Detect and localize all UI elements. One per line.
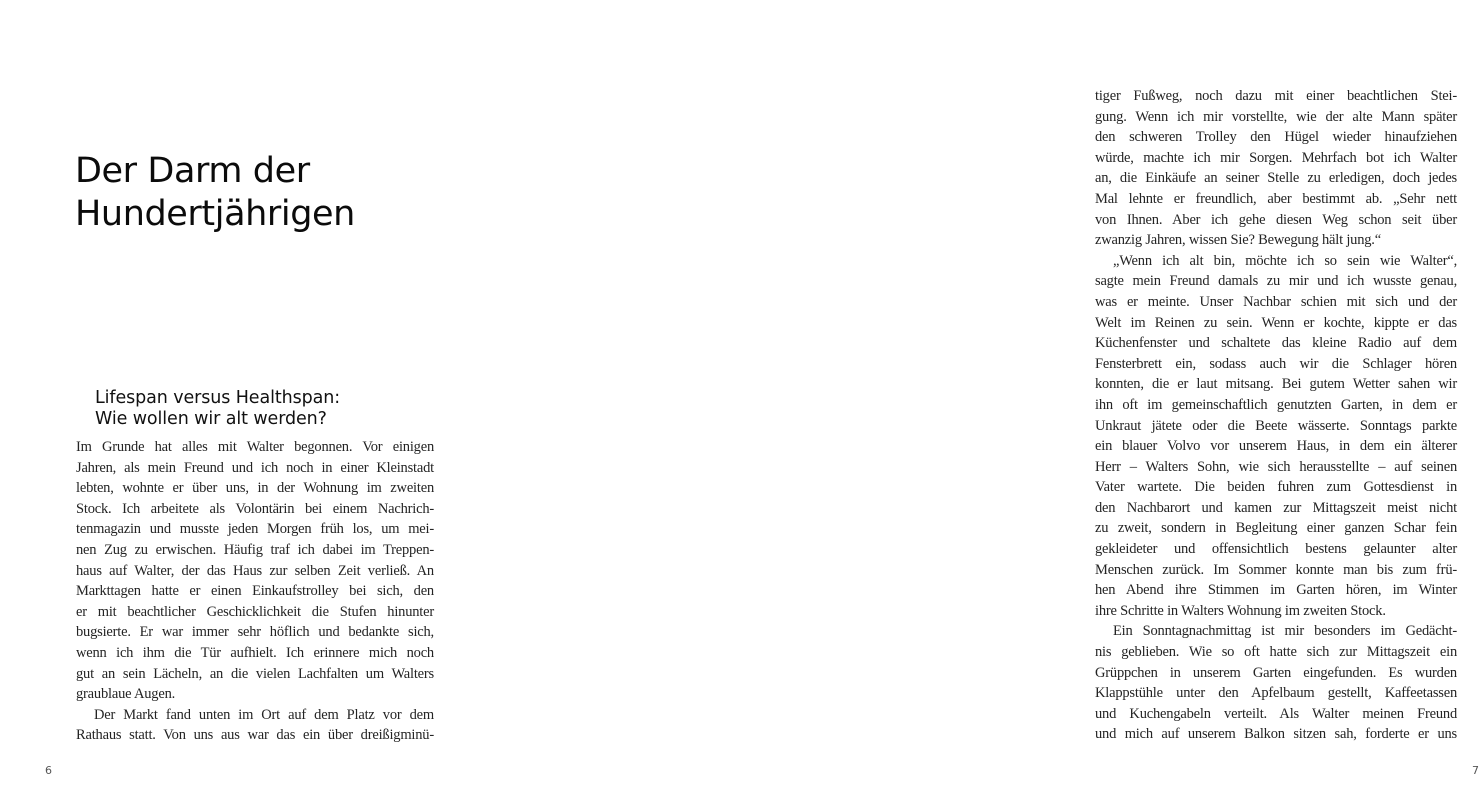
left-page: [0, 0, 510, 812]
body-text-line: würde, machte ich mir Sorgen. Mehrfach bot ich Walter: [1095, 149, 1457, 166]
body-text-line: haus auf Walter, der das Haus zur selben Zeit verließ. An: [76, 562, 434, 579]
body-text-line: Welt im Reinen zu sein. Wenn er kochte, kippte er das: [1095, 314, 1457, 331]
body-text-line: zwanzig Jahren, wissen Sie? Bewegung hält jung.“: [1095, 232, 1381, 249]
body-text-line: Rathaus statt. Von uns aus war das ein über dreißigminü-: [76, 727, 434, 744]
body-text-line: wenn ich ihm die Tür aufhielt. Ich erinnere mich noch: [76, 644, 434, 661]
body-text-line: was er meinte. Unser Nachbar schien mit sich und der: [1095, 293, 1457, 310]
body-text-line: ein blauer Volvo vor unserem Haus, in dem ein älterer: [1095, 438, 1457, 455]
right-page: [510, 0, 1479, 812]
body-text-line: Klappstühle unter den Apfelbaum gestellt, Kaffeetassen: [1095, 685, 1457, 702]
page-number-right: 7: [1472, 764, 1479, 777]
body-text-line: den Nachbarort und kamen zur Mittagszeit meist nicht: [1095, 499, 1457, 516]
body-text-line: Küchenfenster und schaltete das kleine Radio auf dem: [1095, 335, 1457, 352]
section-heading-line-2: Wie wollen wir alt werden?: [95, 409, 327, 429]
body-text-line: Markttagen hatte er einen Einkaufstrolley bei sich, den: [76, 583, 434, 600]
body-text-line: gung. Wenn ich mir vorstellte, wie der alte Mann später: [1095, 108, 1457, 125]
body-text-line: hen Abend ihre Stimmen im Garten hören, im Winter: [1095, 582, 1457, 599]
body-text-line: Der Markt fand unten im Ort auf dem Platz vor dem: [94, 706, 434, 723]
body-text-line: Mal lehnte er freundlich, aber bestimmt ab. „Sehr nett: [1095, 190, 1457, 207]
body-text-line: bugsierte. Er war immer sehr höflich und bedankte sich,: [76, 624, 434, 641]
body-text-line: den schweren Trolley den Hügel wieder hinaufziehen: [1095, 129, 1457, 146]
body-text-line: tiger Fußweg, noch dazu mit einer beachtlichen Stei-: [1095, 88, 1457, 104]
body-text-line: ihre Schritte in Walters Wohnung im zweiten Stock.: [1095, 602, 1386, 619]
body-text-line: Im Grunde hat alles mit Walter begonnen. Vor einigen: [76, 439, 434, 455]
chapter-title-line-2: Hundertjährigen: [75, 194, 355, 234]
chapter-title: [75, 150, 355, 236]
body-text-line: „Wenn ich alt bin, möchte ich so sein wie Walter“,: [1113, 252, 1457, 269]
body-text-line: sagte mein Freund damals zu mir und ich wusste genau,: [1095, 273, 1457, 290]
body-text-right-column: [1095, 86, 1457, 745]
body-text-line: und Kuchengabeln verteilt. Als Walter meinen Freund: [1095, 705, 1457, 722]
body-text-line: ihn oft im gemeinschaftlich genutzten Garten, in dem er: [1095, 396, 1457, 413]
body-text-line: an, die Einkäufe an seiner Stelle zu erledigen, doch jedes: [1095, 170, 1457, 187]
body-text-line: tenmagazin und musste jeden Morgen früh los, um mei-: [76, 521, 434, 538]
body-text-left-column: [76, 437, 434, 746]
body-text-line: konnten, die er laut mitsang. Bei gutem Wetter sahen wir: [1095, 376, 1457, 393]
body-text-line: er mit beachtlicher Geschicklichkeit die Stufen hinunter: [76, 603, 434, 620]
section-heading-line-1: Lifespan versus Healthspan:: [95, 388, 341, 408]
body-text-line: von Ihnen. Aber ich gehe diesen Weg schon seit über: [1095, 211, 1457, 228]
body-text-line: Vater wartete. Die beiden fuhren zum Gottesdienst in: [1095, 479, 1457, 496]
body-text-line: und mich auf unserem Balkon sitzen sah, forderte er uns: [1095, 726, 1457, 743]
page-number-left: 6: [45, 764, 52, 777]
body-text-line: gekleideter und offensichtlich bestens gelaunter alter: [1095, 541, 1457, 558]
body-text-line: nen Zug zu erwischen. Häufig traf ich dabei im Treppen-: [76, 541, 434, 558]
body-text-line: Stock. Ich arbeitete als Volontärin bei einem Nachrich-: [76, 500, 434, 517]
body-text-line: Menschen zurück. Im Sommer konnte man bis zum frü-: [1095, 561, 1457, 578]
body-text-line: gut an sein Lächeln, an die vielen Lachfalten um Walters: [76, 665, 434, 682]
chapter-title-line-1: Der Darm der: [75, 151, 310, 191]
body-text-line: Ein Sonntagnachmittag ist mir besonders im Gedächt-: [1113, 623, 1457, 640]
body-text-line: lebten, wohnte er über uns, in der Wohnung im zweiten: [76, 480, 434, 497]
section-heading: [95, 388, 340, 430]
body-text-line: Fensterbrett ein, sodass auch wir die Schlager hören: [1095, 355, 1457, 372]
body-text-line: nis geblieben. Wie so oft hatte sich zur Mittagszeit ein: [1095, 644, 1457, 661]
body-text-line: Grüppchen in unserem Garten eingefunden. Es wurden: [1095, 664, 1457, 681]
body-text-line: graublaue Augen.: [76, 686, 176, 703]
body-text-line: Unkraut jätete oder die Beete wässerte. Sonntags parkte: [1095, 417, 1457, 434]
body-text-line: Herr – Walters Sohn, wie sich herausstellte – auf seinen: [1095, 458, 1457, 475]
body-text-line: Jahren, als mein Freund und ich noch in einer Kleinstadt: [76, 459, 434, 476]
body-text-line: zu zweit, sondern in Begleitung einer ganzen Schar fein: [1095, 520, 1457, 537]
